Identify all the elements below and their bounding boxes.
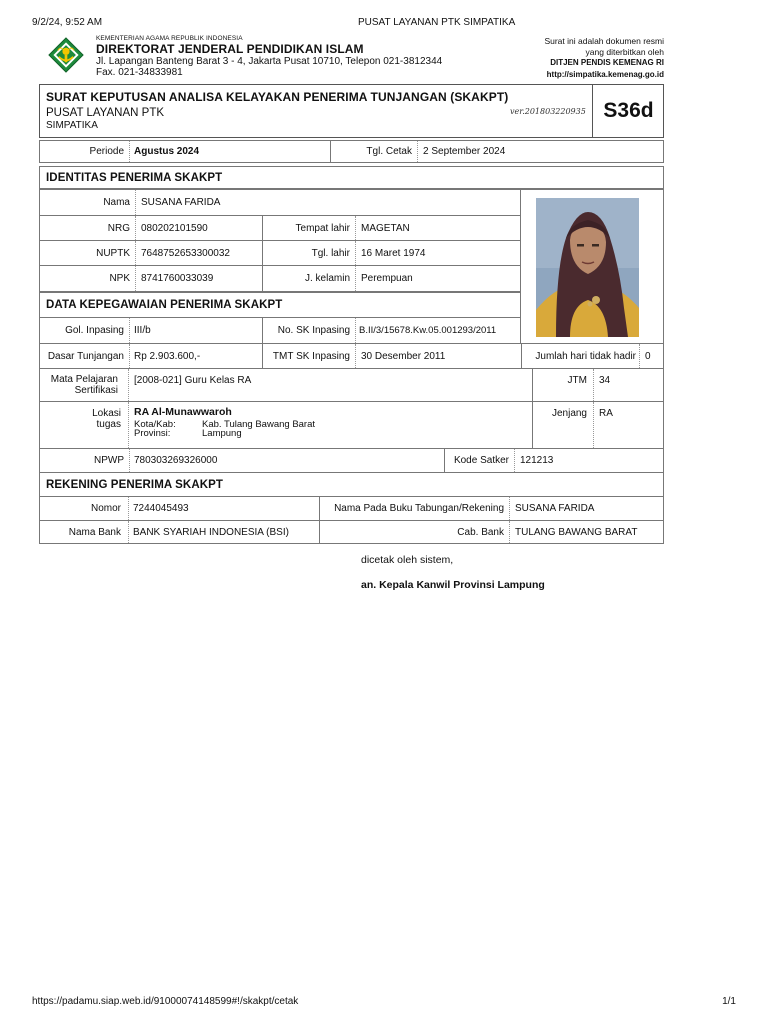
print-timestamp: 9/2/24, 9:52 AM <box>32 17 103 28</box>
print-footer <box>32 996 736 1010</box>
npk-label: NPK <box>109 273 130 284</box>
kemenag-logo-icon <box>48 37 84 73</box>
official-document-note <box>544 36 664 80</box>
sk-inpasing-value: B.II/3/15678.Kw.05.001293/2011 <box>359 325 497 336</box>
print-url: https://padamu.siap.web.id/91000074148599#!/skakpt/cetak <box>32 996 299 1007</box>
document-code: S36d <box>592 85 664 137</box>
note-line-4: http://simpatika.kemenag.go.id <box>546 69 664 79</box>
print-page-title: PUSAT LAYANAN PTK SIMPATIKA <box>358 17 516 28</box>
npk-value: 8741760033039 <box>141 273 214 284</box>
lokasi-label-2: tugas <box>96 419 121 430</box>
jenis-kelamin-value: Perempuan <box>361 273 413 284</box>
periode-row <box>39 140 664 163</box>
tgl-lahir-value: 16 Maret 1974 <box>361 247 426 259</box>
signature-printed-by: dicetak oleh sistem, <box>361 554 454 566</box>
periode-value: Agustus 2024 <box>134 146 200 157</box>
gol-value: III/b <box>134 325 151 336</box>
rekening-heading: REKENING PENERIMA SKAKPT <box>39 472 664 497</box>
nuptk-value: 7648752653300032 <box>141 247 230 259</box>
ministry-name: KEMENTERIAN AGAMA REPUBLIK INDONESIA <box>96 35 243 42</box>
periode-label: Periode <box>89 146 124 157</box>
nrg-value: 080202101590 <box>141 222 208 234</box>
lokasi-label-1: Lokasi <box>92 408 121 419</box>
jtm-value: 34 <box>599 375 611 386</box>
jenjang-value: RA <box>599 408 613 419</box>
dasar-tunjangan-row <box>39 343 664 369</box>
document-title: SURAT KEPUTUSAN ANALISA KELAYAKAN PENERIMA TUNJANGAN (SKAKPT) <box>46 90 509 104</box>
gol-row <box>39 317 521 344</box>
npwp-label: NPWP <box>94 455 124 466</box>
directorate-name: DIREKTORAT JENDERAL PENDIDIKAN ISLAM <box>96 42 364 56</box>
cab-bank-value: TULANG BAWANG BARAT <box>515 526 638 538</box>
bank-value: BANK SYARIAH INDONESIA (BSI) <box>133 526 289 538</box>
tgl-lahir-label: Tgl. lahir <box>311 247 350 259</box>
nama-row <box>39 189 521 216</box>
dasar-tunjangan-label: Dasar Tunjangan <box>47 350 124 362</box>
npk-row <box>39 265 521 292</box>
tmt-sk-label: TMT SK Inpasing <box>272 350 350 362</box>
provinsi-value: Lampung <box>202 428 242 439</box>
jtm-label: JTM <box>567 375 587 386</box>
kota-label: Kota/Kab: <box>134 419 176 430</box>
print-page-count: 1/1 <box>722 996 736 1007</box>
lokasi-label <box>40 402 126 448</box>
document-title-block <box>39 84 664 138</box>
provinsi-label: Provinsi: <box>134 428 171 439</box>
directorate-address: Jl. Lapangan Banteng Barat 3 - 4, Jakarta Pusat 10710, Telepon 021-3812344 <box>96 56 443 67</box>
mapel-value: [2008-021] Guru Kelas RA <box>134 375 252 386</box>
tempat-lahir-label: Tempat lahir <box>295 222 350 234</box>
tempat-lahir-value: MAGETAN <box>361 222 410 234</box>
nama-buku-label: Nama Pada Buku Tabungan/Rekening <box>334 503 504 514</box>
dasar-tunjangan-value: Rp 2.903.600,- <box>134 350 201 362</box>
mapel-label <box>40 369 123 401</box>
hari-tidak-hadir-label: Jumlah hari tidak hadir <box>535 350 636 362</box>
directorate-fax: Fax. 021-34833981 <box>96 67 183 78</box>
mapel-row <box>39 368 664 402</box>
lokasi-value <box>134 407 315 438</box>
kode-satker-label: Kode Satker <box>453 455 509 466</box>
npwp-row <box>39 448 664 473</box>
identitas-heading: IDENTITAS PENERIMA SKAKPT <box>39 166 664 189</box>
kepegawaian-heading: DATA KEPEGAWAIAN PENERIMA SKAKPT <box>39 292 521 318</box>
gol-label: Gol. Inpasing <box>65 325 124 336</box>
sk-inpasing-label: No. SK Inpasing <box>277 325 350 336</box>
kota-value: Kab. Tulang Bawang Barat <box>202 419 316 430</box>
hari-tidak-hadir-value: 0 <box>645 350 651 362</box>
print-header <box>32 17 736 31</box>
nama-buku-value: SUSANA FARIDA <box>515 503 595 514</box>
kode-satker-value: 121213 <box>520 455 554 466</box>
tgl-cetak-label: Tgl. Cetak <box>366 146 412 157</box>
lokasi-nama: RA Al-Munawwaroh <box>134 406 232 418</box>
rekening-nomor-row <box>39 496 664 521</box>
tmt-sk-value: 30 Desember 2011 <box>361 350 446 362</box>
nama-label: Nama <box>103 197 130 208</box>
note-line-3: DITJEN PENDIS KEMENAG RI <box>550 58 664 67</box>
nuptk-row <box>39 240 521 266</box>
rekening-bank-row <box>39 520 664 544</box>
letterhead <box>40 35 664 80</box>
nrg-row <box>39 215 521 241</box>
rekening-nomor-label: Nomor <box>90 503 121 514</box>
document-subtitle: PUSAT LAYANAN PTK <box>46 107 165 119</box>
nama-value: SUSANA FARIDA <box>141 197 221 208</box>
document-subtitle-2: SIMPATIKA <box>46 120 98 131</box>
mapel-label-2: Sertifikasi <box>74 385 118 396</box>
recipient-photo <box>536 198 639 337</box>
jenjang-label: Jenjang <box>551 408 587 419</box>
npwp-value: 780303269326000 <box>134 455 218 466</box>
jenis-kelamin-label: J. kelamin <box>304 273 350 284</box>
bank-label: Nama Bank <box>68 526 121 538</box>
document-version: ver.201803220935 <box>510 107 586 116</box>
cab-bank-label: Cab. Bank <box>457 526 504 538</box>
lokasi-row <box>39 401 664 449</box>
nuptk-label: NUPTK <box>96 247 130 259</box>
signature-authority: an. Kepala Kanwil Provinsi Lampung <box>361 579 545 591</box>
nrg-label: NRG <box>107 222 130 234</box>
tgl-cetak-value: 2 September 2024 <box>423 146 506 157</box>
mapel-label-1: Mata Pelajaran <box>50 374 118 385</box>
rekening-nomor-value: 7244045493 <box>133 503 189 514</box>
note-line-2: yang diterbitkan oleh <box>585 46 664 57</box>
note-line-1: Surat ini adalah dokumen resmi <box>544 36 664 46</box>
